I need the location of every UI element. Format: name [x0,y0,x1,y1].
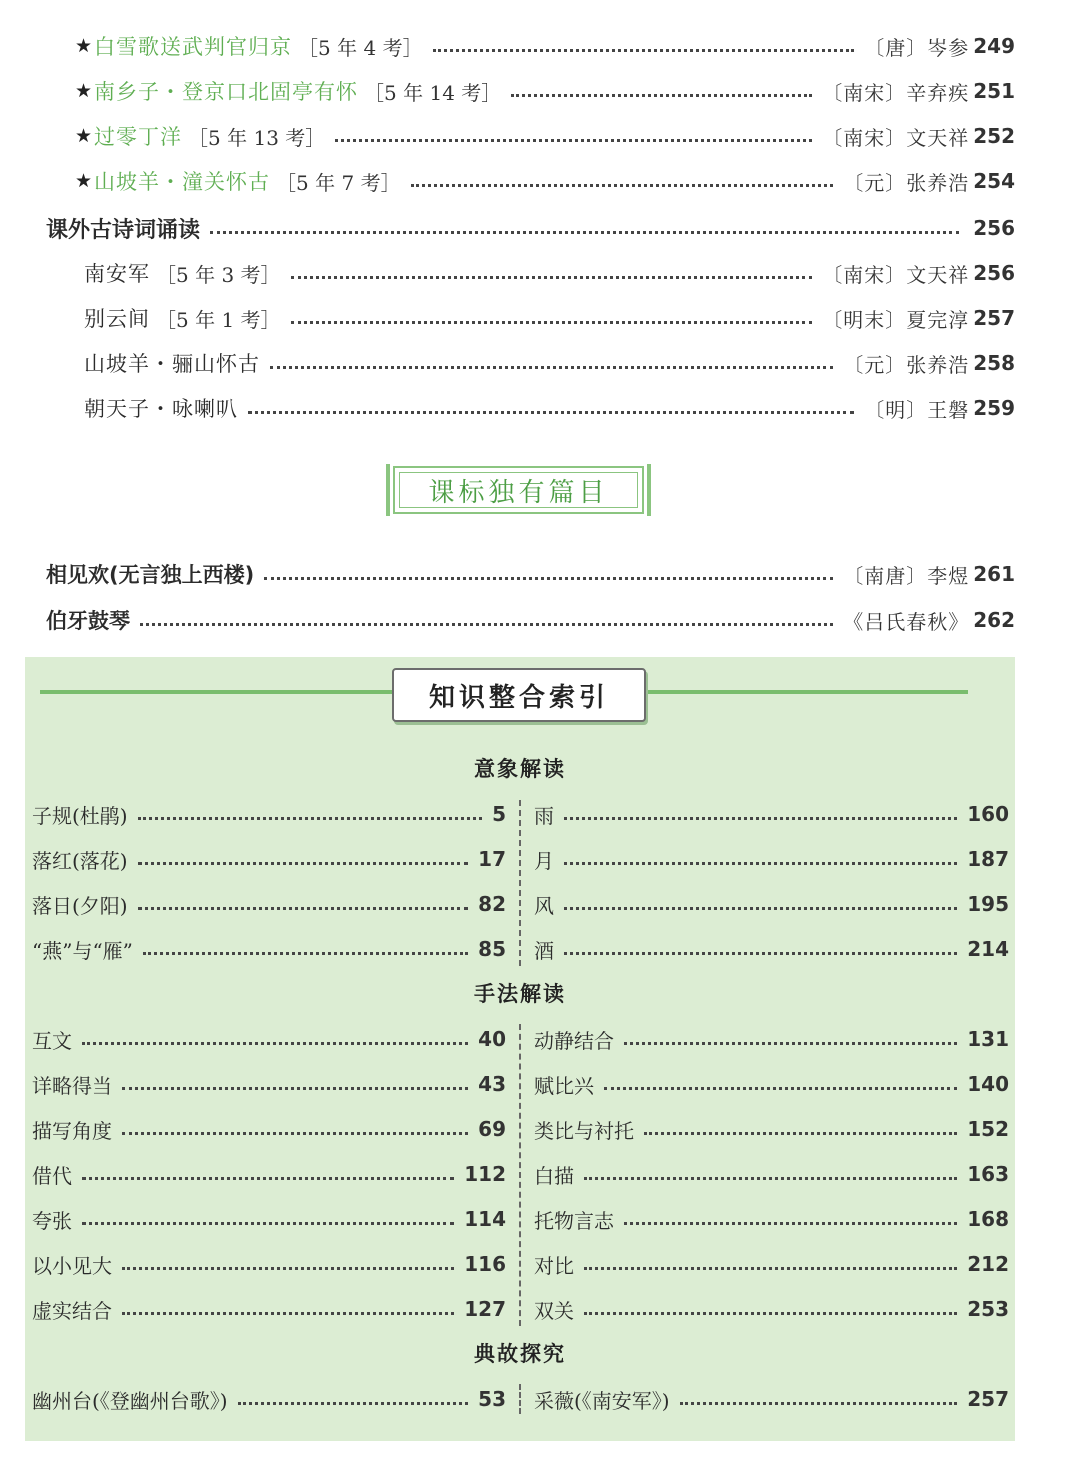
page-number: 82 [478,892,506,916]
page-number: 127 [464,1297,506,1321]
entry-author: 〔南宋〕文天祥 [822,262,970,287]
page-number: 258 [973,351,1015,375]
index-entry[interactable] [534,887,1009,921]
leader-dots [335,139,812,142]
page-number: 261 [973,562,1015,586]
leader-dots [82,1042,468,1045]
index-term: 酒 [534,938,554,963]
index-term: 落日(夕阳) [32,893,128,918]
leader-dots [122,1132,468,1135]
banner-inner [399,472,638,508]
page-number: 43 [478,1072,506,1096]
page-number: 116 [464,1252,506,1276]
page-number: 259 [973,396,1015,420]
index-term: 幽州台(《登幽州台歌》) [32,1388,228,1413]
exam-count: ［5 年 14 考］ [364,80,502,105]
leader-dots [138,907,469,910]
page-number: 152 [967,1117,1009,1141]
index-entry[interactable] [534,1382,1009,1416]
toc-entry[interactable] [75,29,1015,63]
leader-dots [122,1312,454,1315]
leader-dots [138,817,482,820]
entry-author: 〔南唐〕李煜 [843,563,970,588]
index-term: 互文 [32,1028,72,1053]
page-number: 131 [967,1027,1009,1051]
index-entry[interactable] [534,1112,1009,1146]
index-entry[interactable] [32,1022,506,1056]
index-banner [392,668,646,722]
section-heading-extra[interactable] [46,211,1015,245]
index-subheading: 手法解读 [474,982,566,1006]
index-subheading: 典故探究 [474,1342,566,1366]
leader-dots [270,366,833,369]
leader-dots [584,1177,957,1180]
entry-title: 别云间 [84,307,150,331]
index-entry[interactable] [32,1202,506,1236]
leader-dots [624,1042,957,1045]
index-term: 风 [534,893,554,918]
star-icon: ★ [75,170,93,192]
index-entry[interactable] [534,1247,1009,1281]
index-entry[interactable] [534,1067,1009,1101]
page-number: 256 [973,216,1015,240]
toc-entry[interactable] [84,301,1015,335]
column-divider [519,1024,521,1326]
exam-count: ［5 年 13 考］ [188,125,326,150]
banner-edge [647,464,651,516]
page-number: 252 [973,124,1015,148]
entry-title: 朝天子・咏喇叭 [84,397,238,421]
index-term: 托物言志 [534,1208,614,1233]
index-term: 月 [534,848,554,873]
page-number: 163 [967,1162,1009,1186]
leader-dots [140,623,833,626]
exam-count: ［5 年 4 考］ [298,35,423,60]
page-number: 249 [973,34,1015,58]
page-number: 257 [973,306,1015,330]
leader-dots [82,1177,454,1180]
index-term: 类比与衬托 [534,1118,634,1143]
leader-dots [584,1312,957,1315]
entry-title: 过零丁洋 [94,125,183,149]
leader-dots [564,907,957,910]
column-divider [519,1384,521,1414]
page-number: 114 [464,1207,506,1231]
page-number: 140 [967,1072,1009,1096]
page-number: 262 [973,608,1015,632]
banner-title: 知识整合索引 [428,682,609,713]
page-number: 195 [967,892,1009,916]
index-term: 对比 [534,1253,574,1278]
page-number: 53 [478,1387,506,1411]
index-entry[interactable] [534,1202,1009,1236]
toc-entry[interactable] [46,557,1015,591]
index-entry[interactable] [534,797,1009,831]
exam-count: ［5 年 7 考］ [276,170,401,195]
index-subheading: 意象解读 [474,757,566,781]
index-term: 描写角度 [32,1118,112,1143]
page-number: 187 [967,847,1009,871]
index-entry[interactable] [534,1157,1009,1191]
leader-dots [584,1267,957,1270]
index-entry[interactable] [32,1292,506,1326]
index-term: 虚实结合 [32,1298,112,1323]
page-number: 160 [967,802,1009,826]
index-entry[interactable] [32,887,506,921]
exam-count: ［5 年 3 考］ [156,262,281,287]
index-entry[interactable] [534,1292,1009,1326]
index-entry[interactable] [32,1157,506,1191]
entry-author: 〔南宋〕辛弃疾 [822,80,970,105]
entry-title: 相见欢(无言独上西楼) [46,563,255,587]
index-term: 落红(落花) [32,848,128,873]
leader-dots [564,952,957,955]
index-entry[interactable] [32,1247,506,1281]
star-icon: ★ [75,80,93,102]
toc-entry[interactable] [46,603,1015,637]
index-entry[interactable] [32,932,506,966]
leader-dots [82,1222,454,1225]
index-term: 动静结合 [534,1028,614,1053]
index-entry[interactable] [32,797,506,831]
entry-title: 山坡羊・潼关怀古 [94,170,271,194]
leader-dots [122,1267,454,1270]
entry-title: 南安军 [84,262,150,286]
leader-dots [680,1402,958,1405]
entry-title: 白雪歌送武判官归京 [94,35,293,59]
page-number: 85 [478,937,506,961]
leader-dots [511,94,812,97]
page-number: 112 [464,1162,506,1186]
page-number: 251 [973,79,1015,103]
leader-dots [138,862,469,865]
entry-author: 〔元〕张养浩 [843,170,970,195]
toc-entry[interactable] [75,164,1015,198]
index-term: 赋比兴 [534,1073,594,1098]
leader-dots [644,1132,957,1135]
banner-title: 课标独有篇目 [428,477,609,508]
banner-rule [40,690,392,694]
page-number: 212 [967,1252,1009,1276]
entry-author: 〔唐〕岑参 [864,35,970,60]
leader-dots [248,411,854,414]
section-title: 课外古诗词诵读 [46,217,201,243]
leader-dots [143,952,468,955]
page-number: 253 [967,1297,1009,1321]
toc-entry[interactable] [75,74,1015,108]
leader-dots [238,1402,469,1405]
leader-dots [411,184,834,187]
leader-dots [433,49,855,52]
index-entry[interactable] [32,1112,506,1146]
leader-dots [210,231,959,234]
page-number: 254 [973,169,1015,193]
star-icon: ★ [75,125,93,147]
page-number: 256 [973,261,1015,285]
index-term: 双关 [534,1298,574,1323]
page-number: 5 [492,802,506,826]
curriculum-banner [393,466,644,514]
leader-dots [291,276,813,279]
index-entry[interactable] [32,1067,506,1101]
index-term: 以小见大 [32,1253,112,1278]
column-divider [519,800,521,966]
index-entry[interactable] [32,842,506,876]
page-number: 69 [478,1117,506,1141]
toc-entry[interactable] [84,391,1015,425]
leader-dots [291,321,813,324]
toc-entry[interactable] [75,119,1015,153]
leader-dots [604,1087,957,1090]
page-number: 17 [478,847,506,871]
entry-author: 〔南宋〕文天祥 [822,125,970,150]
index-term: 雨 [534,803,554,828]
exam-count: ［5 年 1 考］ [156,307,281,332]
leader-dots [264,577,833,580]
leader-dots [122,1087,468,1090]
page-number: 214 [967,937,1009,961]
page-number: 257 [967,1387,1009,1411]
index-entry[interactable] [534,842,1009,876]
leader-dots [624,1222,957,1225]
entry-author: 〔元〕张养浩 [843,352,970,377]
index-entry[interactable] [534,932,1009,966]
entry-author: 〔明末〕夏完淳 [822,307,970,332]
toc-entry[interactable] [84,256,1015,290]
index-term: 子规(杜鹃) [32,803,128,828]
index-term: “燕”与“雁” [32,938,133,963]
entry-title: 南乡子・登京口北固亭有怀 [94,80,359,104]
entry-title: 伯牙鼓琴 [46,609,130,633]
leader-dots [564,862,957,865]
page-number: 40 [478,1027,506,1051]
banner-edge [386,464,390,516]
toc-entry[interactable] [84,346,1015,380]
index-term: 夸张 [32,1208,72,1233]
index-term: 白描 [534,1163,574,1188]
index-term: 借代 [32,1163,72,1188]
index-entry[interactable] [32,1382,506,1416]
banner-rule [642,690,968,694]
index-term: 详略得当 [32,1073,112,1098]
entry-title: 山坡羊・骊山怀古 [84,352,260,376]
page-number: 168 [967,1207,1009,1231]
star-icon: ★ [75,35,93,57]
entry-author: 〔明〕王磐 [864,397,970,422]
index-entry[interactable] [534,1022,1009,1056]
entry-author: 《吕氏春秋》 [843,609,970,634]
leader-dots [564,817,957,820]
index-term: 采薇(《南安军》) [534,1388,670,1413]
